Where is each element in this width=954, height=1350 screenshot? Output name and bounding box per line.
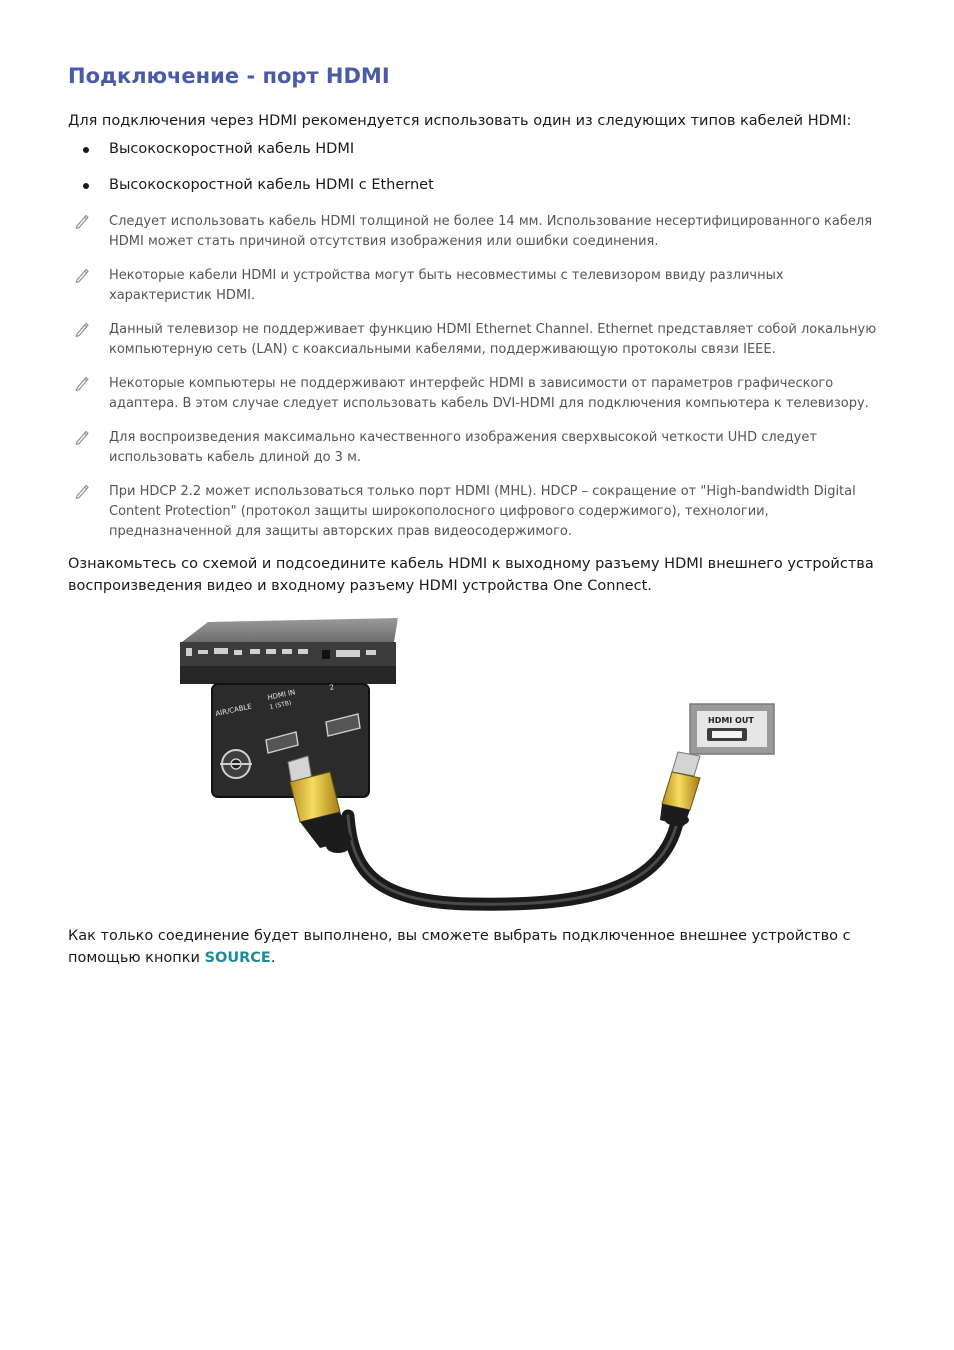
list-item: [68, 138, 434, 174]
pencil-icon: [74, 429, 90, 445]
hdmi-plug-right: [660, 752, 700, 826]
pencil-icon: [74, 321, 90, 337]
cable-type: Высокоскоростной кабель HDMI: [109, 141, 355, 157]
list-item: [68, 174, 434, 210]
note-item: [68, 266, 878, 306]
note-item: [68, 374, 878, 414]
one-connect-box: [180, 618, 398, 684]
intro-text: Для подключения через HDMI рекомендуется использовать один из следующих типов кабелей HDMI:: [68, 113, 852, 129]
hdmi-out-panel: [690, 704, 774, 754]
pencil-icon: [74, 267, 90, 283]
cable-type: Высокоскоростной кабель HDMI с Ethernet: [109, 177, 434, 193]
source-button-label: SOURCE: [204, 950, 271, 966]
pencil-icon: [74, 483, 90, 499]
note-text: Следует использовать кабель HDMI толщиной не более 14 мм. Использование несертифицированного кабеля HDMI может стать причиной отсутствия изображения или ошибки соединения.: [109, 214, 873, 249]
pencil-icon: [74, 213, 90, 229]
closing-text-start: Как только соединение будет выполнено, вы сможете выбрать подключенное внешнее устройство с помощью кнопки: [68, 928, 851, 966]
note-item: [68, 320, 878, 360]
note-text: Данный телевизор не поддерживает функцию HDMI Ethernet Channel. Ethernet представляет собой локальную компьютерную сеть (LAN) с коаксиальными кабелями, поддерживающую протоколы связи IEEE.: [109, 322, 877, 357]
hdmi-in-label: HDMI IN: [266, 688, 297, 702]
page-title: Подключение - порт HDMI: [68, 64, 390, 88]
notes-list: [68, 212, 878, 556]
note-item: [68, 428, 878, 468]
cable-list: [68, 138, 434, 210]
note-text: Некоторые компьютеры не поддерживают интерфейс HDMI в зависимости от параметров графического адаптера. В этом случае следует использовать кабель DVI-HDMI для подключения компьютера к телевизору.: [109, 376, 869, 411]
hdmi-in-next-label: 2: [328, 683, 335, 692]
note-item: [68, 482, 878, 542]
bullet-icon: [83, 183, 89, 189]
air-cable-label: AIR/CABLE: [214, 702, 253, 718]
schema-instruction: Ознакомьтесь со схемой и подсоедините кабель HDMI к выходному разъему HDMI внешнего устройства воспроизведения видео и входному разъему HDMI устройства One Connect.: [68, 556, 874, 594]
closing-text: [68, 925, 888, 969]
note-item: [68, 212, 878, 252]
note-text: При HDCP 2.2 может использоваться только порт HDMI (MHL). HDCP – сокращение от "High-bandwidth Digital Content Protection" (протокол защиты широкополосного цифрового содержимого), технологии, предназначенной для защиты авторских прав видеосодержимого.: [109, 484, 856, 539]
pencil-icon: [74, 375, 90, 391]
bullet-icon: [83, 147, 89, 153]
hdmi-cable: [348, 802, 680, 904]
closing-text-end: .: [270, 950, 276, 966]
hdmi-connection-diagram: [170, 612, 790, 912]
note-text: Для воспроизведения максимально качественного изображения сверхвысокой четкости UHD следует использовать кабель длиной до 3 м.: [109, 430, 817, 465]
hdmi-out-label: HDMI OUT: [708, 716, 754, 725]
hdmi-in-port-label: 1 (STB): [268, 699, 292, 711]
note-text: Некоторые кабели HDMI и устройства могут быть несовместимы с телевизором ввиду различных характеристик HDMI.: [109, 268, 784, 303]
